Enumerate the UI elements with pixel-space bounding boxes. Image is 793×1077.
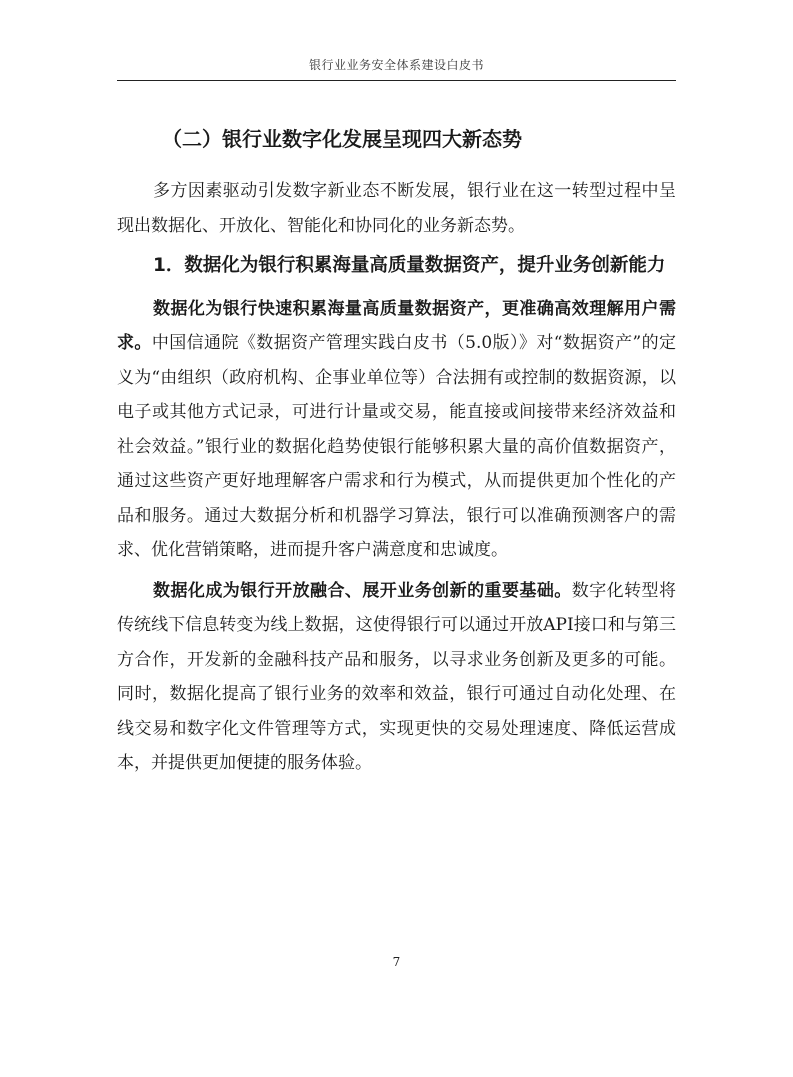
paragraph-open-innovation: [117, 574, 676, 781]
page-number: 7: [392, 955, 401, 969]
paragraph-data-assets: [117, 292, 676, 568]
page-body: [117, 118, 676, 781]
subsection-heading: 1．数据化为银行积累海量高质量数据资产，提升业务创新能力: [153, 255, 666, 276]
intro-paragraph: 多方因素驱动引发数字新业态不断发展，银行业在这一转型过程中呈现出数据化、开放化、智能化和协同化的业务新态势。: [117, 181, 676, 236]
paragraph-body: 中国信通院《数据资产管理实践白皮书（5.0版）》对“数据资产”的定义为“由组织（政府机构、企事业单位等）合法拥有或控制的数据资源，以电子或其他方式记录，可进行计量或交易，能直接或间接带来经济效益和社会效益。”银行业的数据化趋势使银行能够积累大量的高价值数据资产，通过这些资产更好地理解客户需求和行为模式，从而提供更加个性化的产品和服务。通过大数据分析和机器学习算法，银行可以准确预测客户的需求、优化营销策略，进而提升客户满意度和忠诚度。: [117, 333, 677, 560]
paragraph-lead: 数据化为银行快速积累海量高质量数据资产，更准确高效理解用户需求。: [117, 298, 676, 353]
section-title: （二）银行业数字化发展呈现四大新态势: [162, 127, 522, 151]
paragraph-body: 数字化转型将传统线下信息转变为线上数据，这使得银行可以通过开放API接口和与第三方合作，开发新的金融科技产品和服务，以寻求业务创新及更多的可能。同时，数据化提高了银行业务的效率和效益，银行可通过自动化处理、在线交易和数字化文件管理等方式，实现更快的交易处理速度、降低运营成本，并提供更加便捷的服务体验。: [117, 580, 677, 773]
running-header: 银行业业务安全体系建设白皮书: [308, 58, 484, 72]
header-rule: [117, 80, 676, 81]
paragraph-lead: 数据化成为银行开放融合、展开业务创新的重要基础。: [153, 580, 572, 601]
